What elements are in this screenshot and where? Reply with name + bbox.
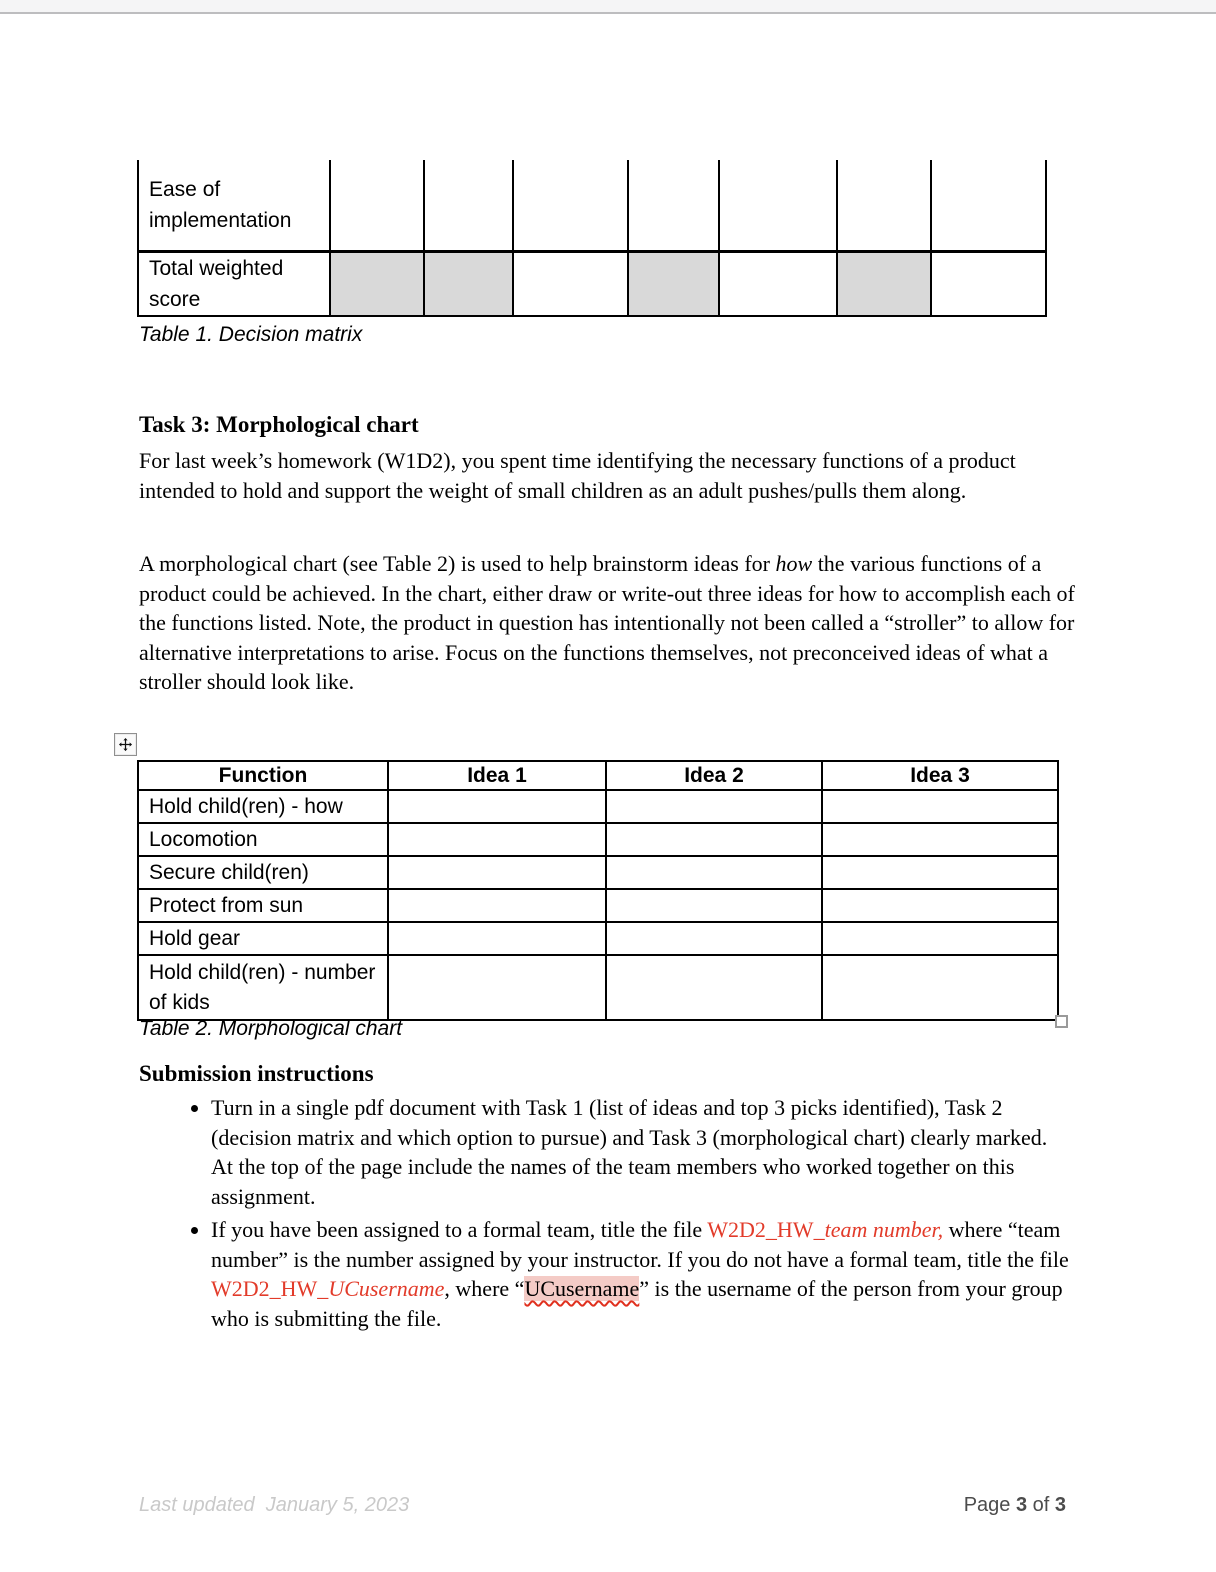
matrix-cell-shaded[interactable] <box>424 252 513 317</box>
matrix-cell[interactable] <box>513 252 628 317</box>
function-cell[interactable]: Hold child(ren) - number of kids <box>138 955 388 1020</box>
task3-heading: Task 3: Morphological chart <box>139 412 419 437</box>
idea-cell[interactable] <box>388 790 606 823</box>
submission-bullet-1: • Turn in a single pdf document with Task 1 (list of ideas and top 3 picks identified), Task 2 (decision matrix and which option to pursue) and Task 3 (morphological chart) clearly marked. At the top of the page include the names of the team members who worked together on this assignment. <box>211 1093 1069 1211</box>
submission-bullet-2: • If you have been assigned to a formal team, title the file W2D2_HW_team number, where “team number” is the number assigned by your instructor. If you do not have a formal team, title the file W2D2_HW_UCusername, where “UCusername” is the username of the person from your group who is submitting the file. <box>211 1215 1069 1333</box>
idea-cell[interactable] <box>606 790 822 823</box>
table1-caption: Table 1. Decision matrix <box>139 323 363 346</box>
matrix-cell[interactable] <box>513 160 628 252</box>
idea-cell[interactable] <box>606 955 822 1020</box>
criterion-label-cell[interactable]: Ease of implementation <box>138 160 330 252</box>
matrix-cell[interactable] <box>719 160 837 252</box>
column-header-function: Function <box>138 761 388 790</box>
matrix-cell[interactable] <box>628 160 719 252</box>
window-top-edge <box>0 0 1216 14</box>
idea-cell[interactable] <box>822 955 1058 1020</box>
idea-cell[interactable] <box>606 922 822 955</box>
matrix-cell[interactable] <box>719 252 837 317</box>
idea-cell[interactable] <box>388 823 606 856</box>
matrix-cell-shaded[interactable] <box>628 252 719 317</box>
matrix-cell-shaded[interactable] <box>330 252 424 317</box>
idea-cell[interactable] <box>822 790 1058 823</box>
criterion-label-cell[interactable]: Total weighted score <box>138 252 330 317</box>
footer-last-updated: Last updated January 5, 2023 <box>139 1494 410 1516</box>
table-resize-handle[interactable] <box>1055 1015 1068 1028</box>
idea-cell[interactable] <box>822 922 1058 955</box>
column-header-idea2: Idea 2 <box>606 761 822 790</box>
task3-paragraph-2: A morphological chart (see Table 2) is used to help brainstorm ideas for how the various functions of a product could be achieved. In the chart, either draw or write-out three ideas for how to accomplish each of the functions listed. Note, the product in question has intentionally not been called a “stroller” to allow for alternative interpretations to arise. Focus on the functions themselves, not preconceived ideas of what a stroller should look like. <box>139 551 1075 694</box>
table-move-handle[interactable] <box>114 733 137 756</box>
function-cell[interactable]: Protect from sun <box>138 889 388 922</box>
submission-instructions <box>139 1093 1069 1337</box>
idea-cell[interactable] <box>822 823 1058 856</box>
matrix-cell[interactable] <box>424 160 513 252</box>
matrix-cell[interactable] <box>931 252 1046 317</box>
move-icon <box>118 737 133 752</box>
column-header-idea3: Idea 3 <box>822 761 1058 790</box>
matrix-cell[interactable] <box>330 160 424 252</box>
submission-heading: Submission instructions <box>139 1061 374 1086</box>
matrix-cell[interactable] <box>837 160 931 252</box>
idea-cell[interactable] <box>822 889 1058 922</box>
idea-cell[interactable] <box>606 889 822 922</box>
morphological-chart-table <box>137 760 1059 1021</box>
idea-cell[interactable] <box>388 856 606 889</box>
table2-caption: Table 2. Morphological chart <box>139 1017 403 1040</box>
idea-cell[interactable] <box>822 856 1058 889</box>
footer-page-number: Page 3 of 3 <box>963 1494 1066 1516</box>
matrix-cell[interactable] <box>931 160 1046 252</box>
function-cell[interactable]: Locomotion <box>138 823 388 856</box>
function-cell[interactable]: Hold gear <box>138 922 388 955</box>
column-header-idea1: Idea 1 <box>388 761 606 790</box>
function-cell[interactable]: Secure child(ren) <box>138 856 388 889</box>
decision-matrix-table <box>137 160 1047 317</box>
task3-paragraph-1: For last week’s homework (W1D2), you spent time identifying the necessary functions of a product intended to hold and support the weight of small children as an adult pushes/pulls them along. <box>139 448 1016 503</box>
idea-cell[interactable] <box>388 922 606 955</box>
idea-cell[interactable] <box>606 823 822 856</box>
idea-cell[interactable] <box>606 856 822 889</box>
idea-cell[interactable] <box>388 889 606 922</box>
matrix-cell-shaded[interactable] <box>837 252 931 317</box>
idea-cell[interactable] <box>388 955 606 1020</box>
function-cell[interactable]: Hold child(ren) - how <box>138 790 388 823</box>
